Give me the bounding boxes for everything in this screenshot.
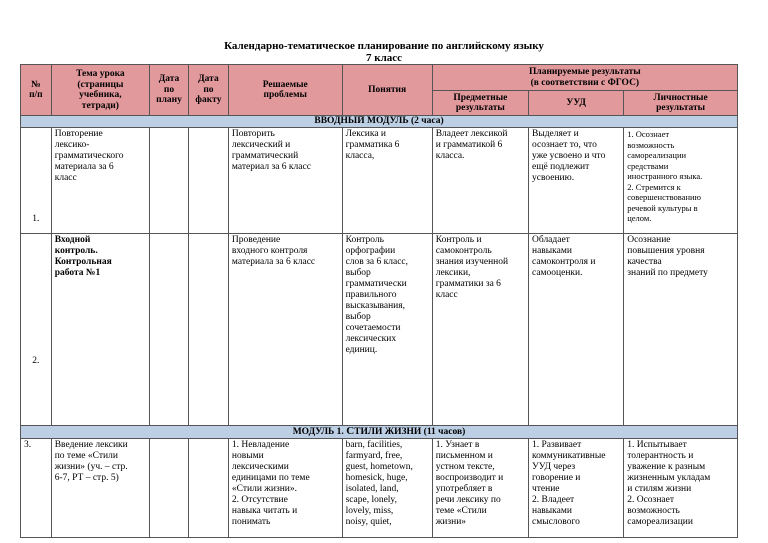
concepts-cell: Лексика и грамматика 6 класса, xyxy=(342,128,432,234)
date-fact-cell xyxy=(188,234,228,426)
table-row xyxy=(21,128,738,234)
date-plan-cell xyxy=(150,439,189,538)
header-date-plan: Дата по плану xyxy=(150,65,189,116)
header-uud: УУД xyxy=(528,91,623,116)
subject-results-cell: 1. Узнает в письменном и устном тексте, воспроизводит и употребляет в речи лексику по теме «Стили жизни» xyxy=(432,439,528,538)
table-row xyxy=(21,234,738,426)
header-subject-results: Предметные результаты xyxy=(432,91,528,116)
header-num: № п/п xyxy=(21,65,52,116)
problems-cell: 1. Невладение новыми лексическими единицами по теме «Стили жизни». 2. Отсутствие навыка читать и понимать xyxy=(228,439,342,538)
header-problems: Решаемые проблемы xyxy=(228,65,342,116)
problems-cell: Повторить лексический и грамматический материал за 6 класс xyxy=(228,128,342,234)
date-plan-cell xyxy=(150,128,189,234)
uud-cell: Выделяет и осознает то, что уже усвоено и что ещё подлежит усвоению. xyxy=(528,128,623,234)
subject-results-cell: Владеет лексикой и грамматикой 6 класса. xyxy=(432,128,528,234)
uud-cell: 1. Развивает коммуникативные УУД через говорение и чтение 2. Владеет навыками смыслового xyxy=(528,439,623,538)
topic-cell: Введение лексики по теме «Стили жизни» (уч. – стр. 6-7, РТ – стр. 5) xyxy=(51,439,149,538)
topic-cell: Входной контроль. Контрольная работа №1 xyxy=(51,234,149,426)
personal-results-cell: 1. Испытывает толерантность и уважение к разным жизненным укладам и стилям жизни 2. Осознает возможность самореализации xyxy=(624,439,738,538)
personal-results-cell: 1. Осознает возможность самореализации средствами иностранного языка. 2. Стремится к совершенствованию речевой культуры в целом. xyxy=(624,128,738,234)
section-title-intro: ВВОДНЫЙ МОДУЛЬ (2 часа) xyxy=(21,116,738,128)
header-planned-results: Планируемые результаты (в соответствии с ФГОС) xyxy=(432,65,737,91)
personal-results-cell: Осознание повышения уровня качества знаний по предмету xyxy=(624,234,738,426)
concepts-cell: barn, facilities, farmyard, free, guest, hometown, homesick, huge, isolated, land, scape, lonely, lovely, miss, noisy, quiet, xyxy=(342,439,432,538)
concepts-cell: Контроль орфографии слов за 6 класс, выбор грамматически правильного высказывания, выбор сочетаемости лексических единиц. xyxy=(342,234,432,426)
section-row-intro xyxy=(21,116,738,128)
document-title: Календарно-тематическое планирование по английскому языку xyxy=(224,40,544,52)
header-row-top xyxy=(21,65,738,91)
date-fact-cell xyxy=(188,439,228,538)
row-number: 2. xyxy=(21,234,52,426)
problems-cell: Проведение входного контроля материала за 6 класс xyxy=(228,234,342,426)
section-title-module1: МОДУЛЬ 1. СТИЛИ ЖИЗНИ (11 часов) xyxy=(21,426,738,439)
section-row-module1 xyxy=(21,426,738,439)
header-date-fact: Дата по факту xyxy=(188,65,228,116)
uud-cell: Обладает навыками самоконтроля и самооценки. xyxy=(528,234,623,426)
date-fact-cell xyxy=(188,128,228,234)
topic-cell: Повторение лексико- грамматического материала за 6 класс xyxy=(51,128,149,234)
row-number: 3. xyxy=(21,439,52,538)
header-topic: Тема урока (страницы учебника, тетради) xyxy=(51,65,149,116)
header-concepts: Понятия xyxy=(342,65,432,116)
table-row xyxy=(21,439,738,538)
row-number: 1. xyxy=(21,128,52,234)
document-subtitle-grade: 7 класс xyxy=(365,52,403,64)
date-plan-cell xyxy=(150,234,189,426)
header-personal-results: Личностные результаты xyxy=(624,91,738,116)
planning-table xyxy=(20,64,738,538)
subject-results-cell: Контроль и самоконтроль знания изученной лексики, грамматики за 6 класс xyxy=(432,234,528,426)
